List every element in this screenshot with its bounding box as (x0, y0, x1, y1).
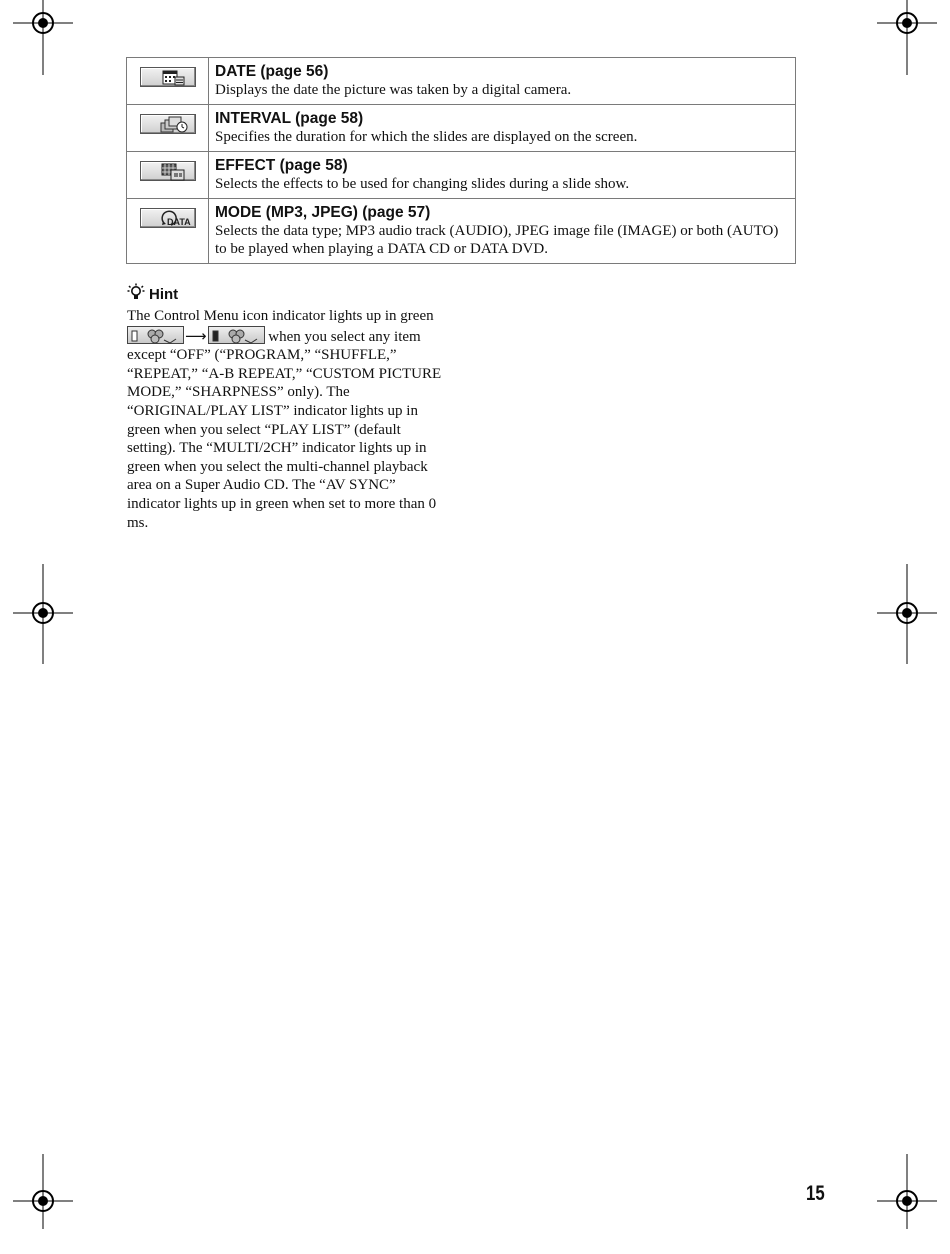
lightbulb-icon (127, 283, 145, 307)
hint-title: Hint (149, 286, 179, 303)
mode-data-icon (140, 208, 196, 228)
control-menu-indicator-off-icon (127, 326, 184, 344)
row-title: EFFECT (page 58) (215, 157, 348, 174)
hint-body (127, 307, 445, 532)
control-menu-indicator-on-icon (208, 326, 265, 344)
row-description: Selects the data type; MP3 audio track (AUDIO), JPEG image file (IMAGE) or both (AUTO) to be played when playing a DATA CD or DATA DVD. (215, 223, 779, 257)
row-title: DATE (page 56) (215, 63, 329, 80)
table-row (127, 199, 796, 264)
hint-section (127, 283, 445, 532)
registration-mark-mid-left (13, 564, 73, 664)
row-description: Displays the date the picture was taken by a digital camera. (215, 82, 572, 98)
table-row (127, 58, 796, 105)
registration-mark-top-left (13, 0, 73, 100)
row-description: Selects the effects to be used for changing slides during a slide show. (215, 176, 630, 192)
hint-text-start: The Control Menu icon indicator lights up in green (127, 308, 434, 324)
svg-text:DATA: DATA (166, 217, 191, 227)
registration-mark-bottom-left (13, 1154, 73, 1254)
registration-mark-bottom-right (877, 1154, 937, 1254)
arrow-right-icon: ⟶ (185, 326, 207, 345)
registration-mark-mid-right (877, 564, 937, 664)
page-number: 15 (806, 1182, 825, 1205)
date-icon (140, 67, 196, 87)
hint-heading (127, 283, 445, 307)
effect-icon (140, 161, 196, 181)
hint-text-rest: when you select any item except “OFF” (“PROGRAM,” “SHUFFLE,” “REPEAT,” “A-B REPEAT,” “CUSTOM PICTURE MODE,” “SHARPNESS” only). The “ORIGINAL/PLAY LIST” indicator lights up in green when you select “PLAY LIST” (default setting). The “MULTI/2CH” indicator lights up in green when you select the multi-channel playback area on a Super Audio CD. The “AV SYNC” indicator lights up in green when set to more than 0 ms. (127, 328, 442, 531)
row-title: INTERVAL (page 58) (215, 110, 364, 127)
registration-mark-top-right (877, 0, 937, 100)
interval-icon (140, 114, 196, 134)
row-title: MODE (MP3, JPEG) (page 57) (215, 204, 431, 221)
table-row (127, 105, 796, 152)
table-row (127, 152, 796, 199)
control-menu-table (126, 57, 796, 264)
row-description: Specifies the duration for which the slides are displayed on the screen. (215, 129, 638, 145)
